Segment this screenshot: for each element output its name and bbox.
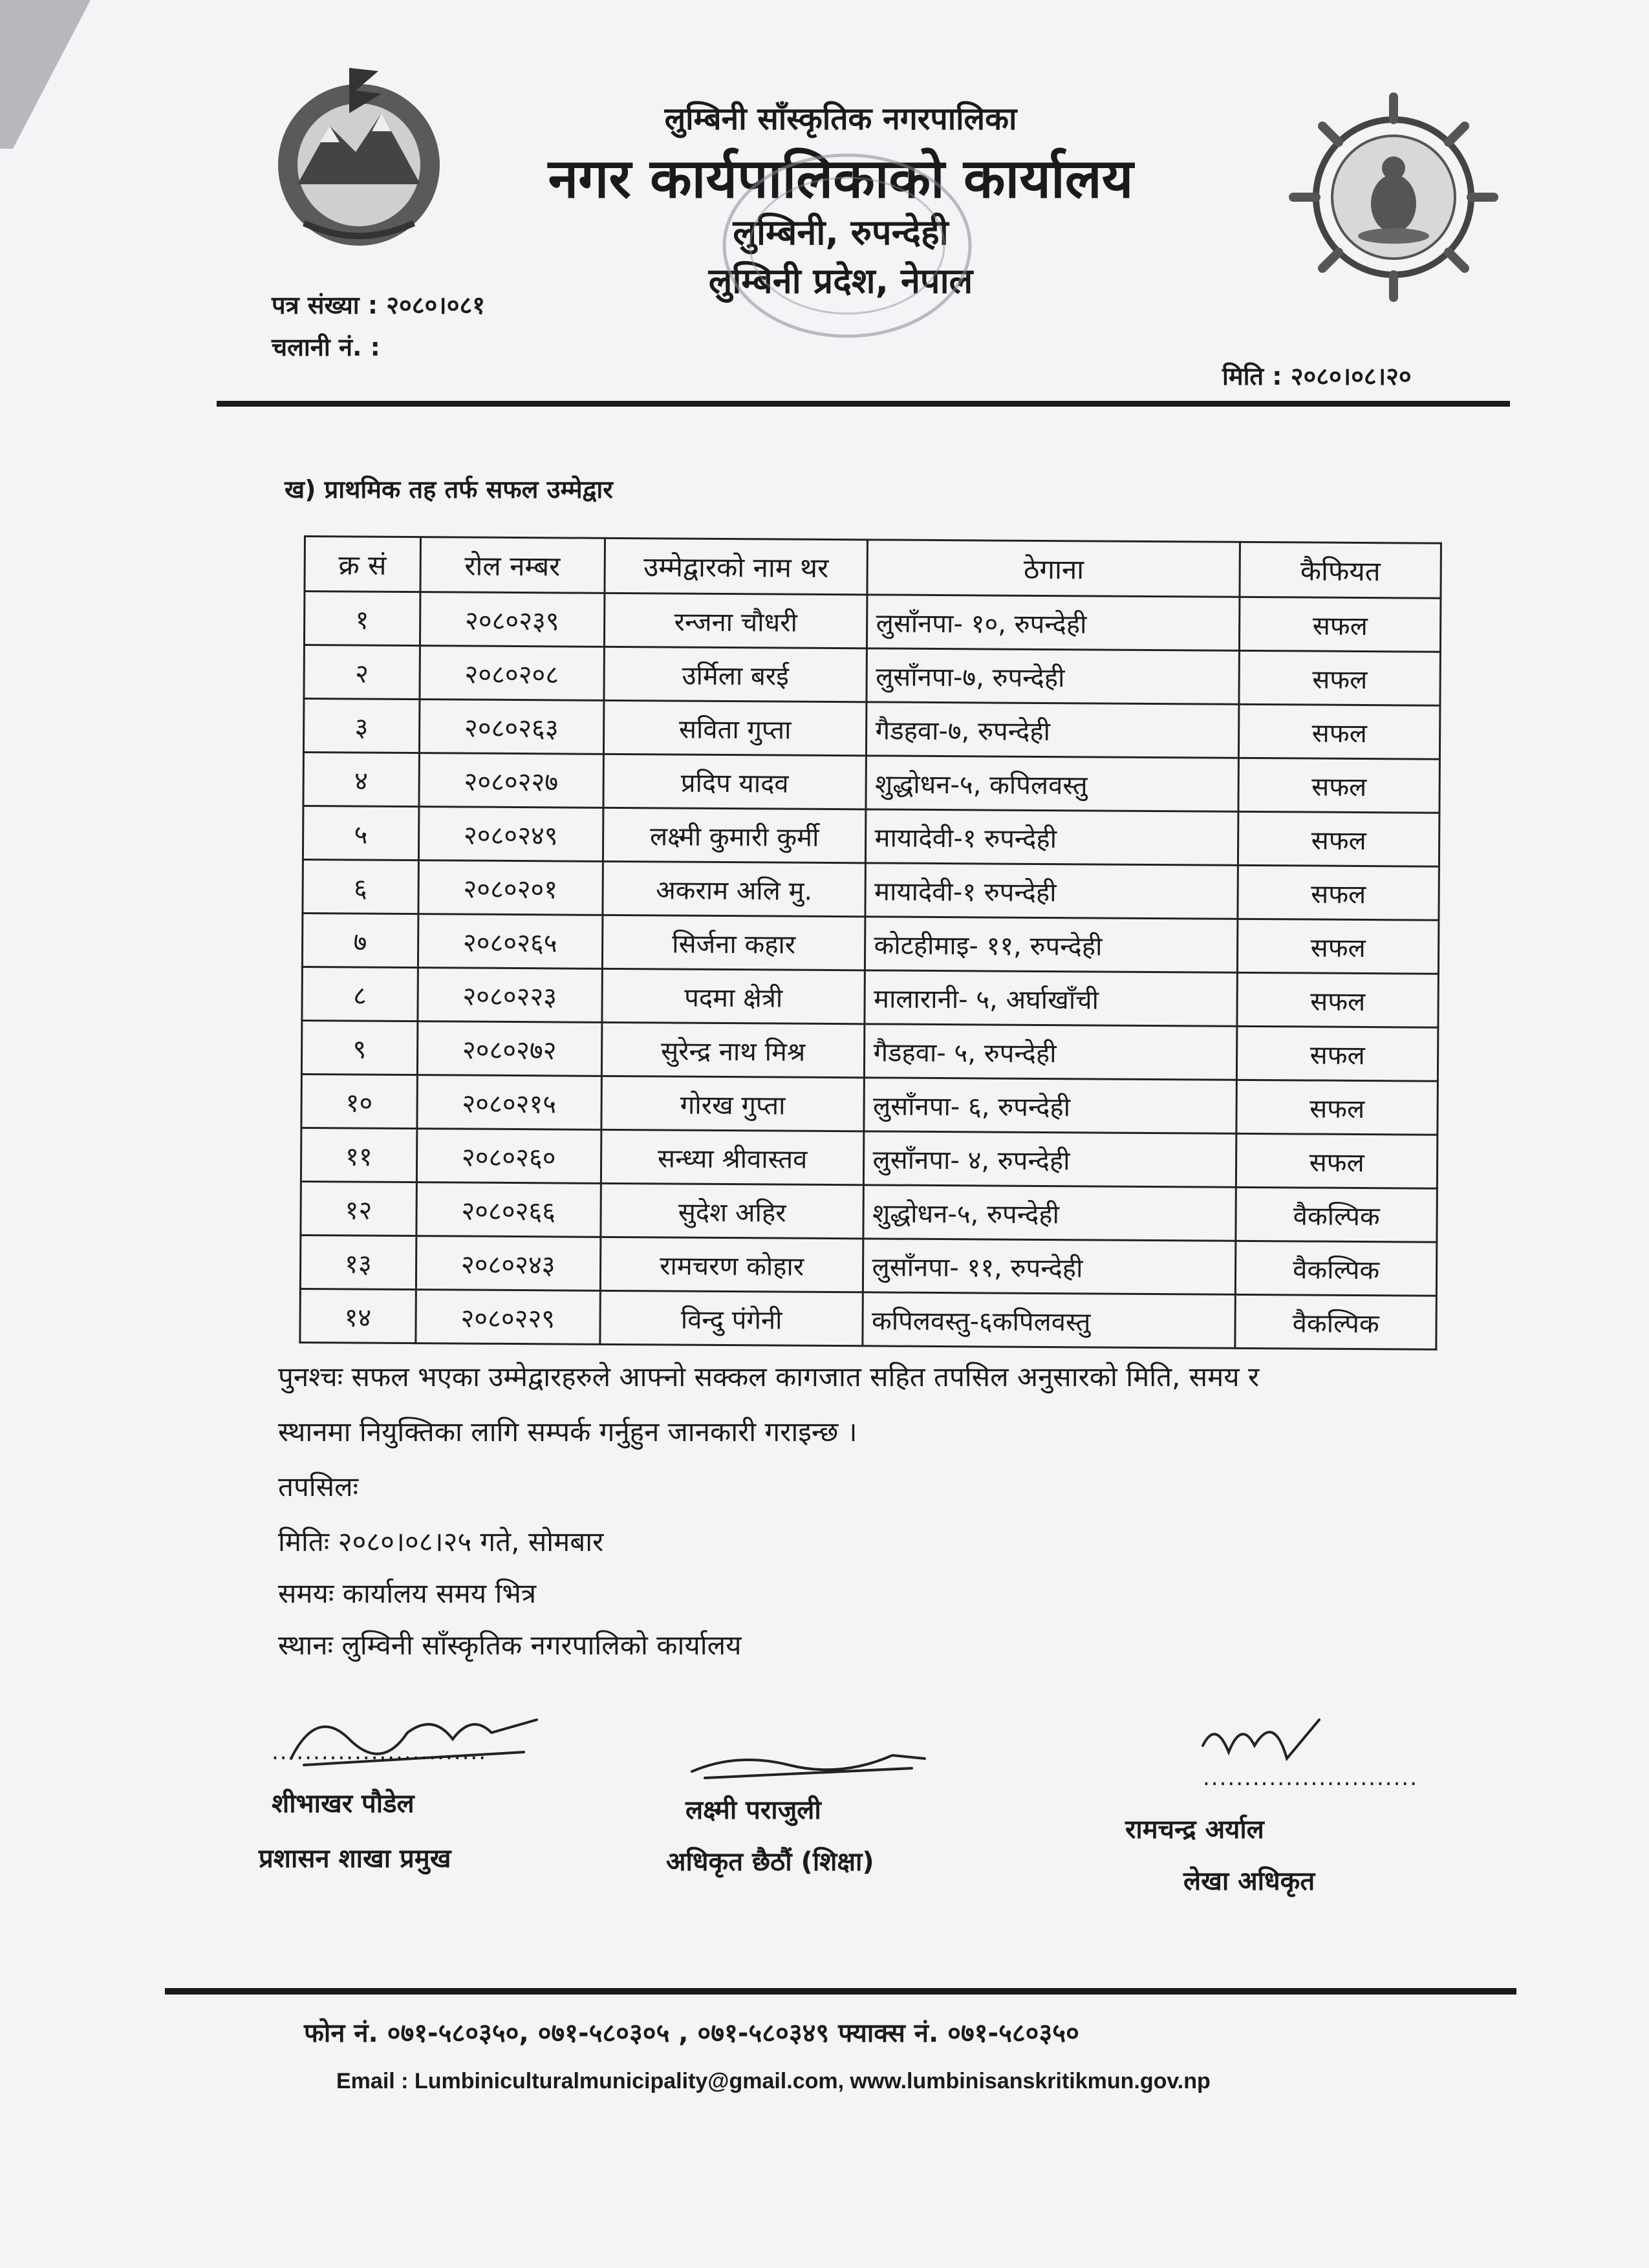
cell-roll: २०८०२२७ (419, 753, 604, 808)
scan-shadow (0, 0, 91, 149)
col-header-roll: रोल नम्बर (420, 537, 605, 594)
cell-name: सुदेश अहिर (601, 1183, 864, 1238)
cell-name: विन्दु पंगेनी (600, 1290, 863, 1345)
cell-roll: २०८०२०८ (420, 646, 605, 701)
cell-sn: ८ (302, 967, 418, 1021)
cell-roll: २०८०२४३ (416, 1236, 601, 1291)
cell-address: मालारानी- ५, अर्घाखाँची (865, 970, 1237, 1027)
cell-address: कोटहीमाइ- ११, रुपन्देही (865, 917, 1238, 973)
cell-name: सिर्जना कहार (602, 915, 865, 970)
signature-3-line: .......................... (1203, 1765, 1418, 1791)
cell-sn: ६ (303, 859, 418, 914)
municipality-name: लुम्बिनी साँस्कृतिक नगरपालिका (664, 101, 1017, 137)
cell-name: रन्जना चौधरी (604, 593, 867, 648)
cell-address: मायादेवी-१ रुपन्देही (866, 809, 1238, 866)
cell-sn: १ (304, 592, 420, 646)
cell-name: पदमा क्षेत्री (602, 968, 865, 1023)
table-row (303, 859, 1439, 920)
cell-address: शुद्धोधन-५, कपिलवस्तु (866, 756, 1238, 812)
cell-sn: १२ (301, 1181, 416, 1236)
cell-address: लुसाँनपा- ११, रुपन्देही (863, 1239, 1236, 1295)
cell-sn: ९ (301, 1020, 417, 1075)
cell-address: कपिलवस्तु-६कपिलवस्तु (863, 1292, 1235, 1349)
cell-name: अकराम अलि मु. (603, 861, 866, 916)
cell-remark: सफल (1237, 972, 1438, 1027)
cell-sn: १४ (300, 1289, 416, 1343)
cell-name: सविता गुप्ता (603, 700, 867, 755)
cell-sn: ४ (303, 753, 419, 807)
nepal-emblem-icon (259, 55, 459, 255)
table-row (303, 699, 1439, 760)
cell-remark: वैकल्पिक (1235, 1294, 1436, 1349)
cell-roll: २०८०२२९ (415, 1290, 600, 1345)
letter-date (1222, 359, 1412, 392)
cell-remark: सफल (1236, 1080, 1438, 1135)
date-value: २०८०।०८।२० (1290, 362, 1412, 390)
table-header-row (305, 537, 1441, 599)
table-row (301, 1020, 1438, 1081)
cell-roll: २०८०२३९ (420, 592, 605, 647)
cell-roll: २०८०२६० (416, 1129, 601, 1184)
cell-address: मायादेवी-१ रुपन्देही (865, 863, 1238, 919)
date-label: मिति : (1222, 362, 1282, 390)
signature-1-scrawl (278, 1694, 550, 1778)
cell-roll: २०८०२२३ (417, 968, 602, 1023)
cell-roll: २०८०२६५ (418, 914, 603, 969)
header-divider (217, 401, 1510, 407)
cell-address: लुसाँनपा- ६, रुपन्देही (864, 1078, 1236, 1134)
cell-roll: २०८०२६६ (416, 1182, 601, 1237)
cell-address: लुसाँनपा- ४, रुपन्देही (864, 1131, 1236, 1188)
municipality-logo-icon (1287, 91, 1500, 304)
table-row (302, 967, 1438, 1027)
note-line-2: स्थानमा नियुक्तिका लागि सम्पर्क गर्नुहुन जानकारी गराइन्छ । (278, 1416, 857, 1448)
cell-address: लुसाँनपा-७, रुपन्देही (867, 648, 1239, 705)
table-row (301, 1128, 1437, 1188)
col-header-remarks: कैफियत (1240, 542, 1441, 598)
signatory-2-title: अधिकृत छैठौं (शिक्षा) (666, 1847, 874, 1877)
col-header-name: उम्मेद्वारको नाम थर (605, 538, 868, 594)
cell-roll: २०८०२६३ (419, 700, 604, 754)
cell-address: गैडहवा- ५, रुपन्देही (865, 1024, 1237, 1080)
col-header-address: ठेगाना (867, 540, 1240, 597)
cell-roll: २०८०२०१ (418, 861, 603, 915)
cell-remark: सफल (1238, 811, 1439, 866)
cell-sn: ३ (303, 699, 419, 753)
cell-sn: ७ (302, 913, 418, 967)
contact-phone: फोन नं. ०७१-५८०३५०, ०७१-५८०३०५ , ०७१-५८०३४९ फ्याक्स नं. ०७१-५८०३५० (304, 2018, 1079, 2048)
col-header-sn: क्र सं (305, 537, 420, 592)
cell-remark: सफल (1237, 1026, 1438, 1081)
table-row (303, 806, 1439, 867)
cell-remark: सफल (1238, 919, 1439, 974)
footer-divider (165, 1988, 1516, 1995)
signatory-3-title: लेखा अधिकृत (1183, 1867, 1315, 1896)
signature-2-scrawl (685, 1739, 931, 1784)
office-location: लुम्बिनी, रुपन्देही (733, 212, 949, 253)
note-line-1: पुनश्चः सफल भएका उम्मेद्वारहरुले आफ्नो सक्कल कागजात सहित तपसिल अनुसारको मिति, समय र (278, 1361, 1260, 1393)
dispatch-label: चलानी नं. : (272, 333, 380, 361)
office-stamp-icon (711, 142, 983, 349)
cell-address: लुसाँनपा- १०, रुपन्देही (867, 595, 1240, 651)
cell-remark: सफल (1236, 1133, 1438, 1188)
table-row (304, 592, 1440, 652)
details-heading: तपसिलः (278, 1471, 359, 1503)
cell-roll: २०८०२१५ (416, 1075, 601, 1130)
letter-ref-number (272, 288, 485, 321)
cell-remark: सफल (1239, 650, 1440, 705)
table-row (300, 1235, 1436, 1296)
cell-name: सन्ध्या श्रीवास्तव (601, 1129, 864, 1184)
signatory-3-name: रामचन्द्र अर्याल (1125, 1815, 1264, 1845)
ref-value: २०८०।०८१ (386, 291, 485, 319)
office-name: नगर कार्यपालिकाको कार्यालय (548, 147, 1134, 210)
cell-remark: वैकल्पिक (1236, 1187, 1437, 1242)
signatory-1-name: शीभाखर पौडेल (272, 1789, 415, 1819)
cell-sn: २ (304, 645, 420, 700)
cell-address: शुद्धोधन-५, रुपन्देही (863, 1185, 1236, 1241)
detail-date: मितिः २०८०।०८।२५ गते, सोमबार (278, 1526, 604, 1557)
contact-email: Email : Lumbiniculturalmunicipality@gmail.com, www.lumbinisanskritikmun.gov.np (336, 2069, 1211, 2093)
table-row (301, 1181, 1437, 1242)
signature-1-line: .......................... (272, 1739, 487, 1765)
cell-remark: सफल (1238, 758, 1439, 813)
cell-remark: सफल (1238, 865, 1439, 920)
cell-remark: सफल (1240, 597, 1441, 652)
ref-label: पत्र संख्या : (272, 291, 378, 319)
cell-sn: ५ (303, 806, 418, 861)
cell-sn: १० (301, 1074, 417, 1128)
cell-roll: २०८०२४९ (418, 807, 603, 862)
cell-sn: ११ (301, 1128, 416, 1182)
results-table (299, 535, 1442, 1351)
dispatch-number (272, 330, 380, 363)
section-title: ख) प्राथमिक तह तर्फ सफल उम्मेद्वार (285, 475, 613, 504)
cell-name: प्रदिप यादव (603, 754, 867, 809)
table-row (301, 1074, 1438, 1135)
cell-name: उर्मिला बरई (604, 647, 867, 701)
signatory-2-name: लक्ष्मी पराजुली (685, 1795, 821, 1825)
cell-roll: २०८०२७२ (417, 1022, 602, 1076)
signatory-1-title: प्रशासन शाखा प्रमुख (259, 1844, 451, 1874)
cell-name: गोरख गुप्ता (601, 1076, 865, 1131)
table-row (303, 753, 1439, 813)
cell-name: लक्ष्मी कुमारी कुर्मी (603, 808, 866, 862)
cell-name: सुरेन्द्र नाथ मिश्र (601, 1022, 865, 1077)
detail-time: समयः कार्यालय समय भित्र (278, 1578, 537, 1609)
table-row (304, 645, 1440, 706)
province-country: लुम्बिनी प्रदेश, नेपाल (708, 261, 973, 301)
detail-place: स्थानः लुम्विनी साँस्कृतिक नगरपालिको कार्यालय (278, 1629, 742, 1661)
cell-remark: वैकल्पिक (1236, 1241, 1437, 1296)
cell-address: गैडहवा-७, रुपन्देही (867, 702, 1239, 758)
cell-sn: १३ (300, 1235, 416, 1289)
table-row (302, 913, 1438, 974)
cell-name: रामचरण कोहार (600, 1237, 863, 1292)
table-row (300, 1289, 1436, 1349)
results-body (300, 592, 1441, 1350)
cell-remark: सफल (1239, 704, 1440, 759)
